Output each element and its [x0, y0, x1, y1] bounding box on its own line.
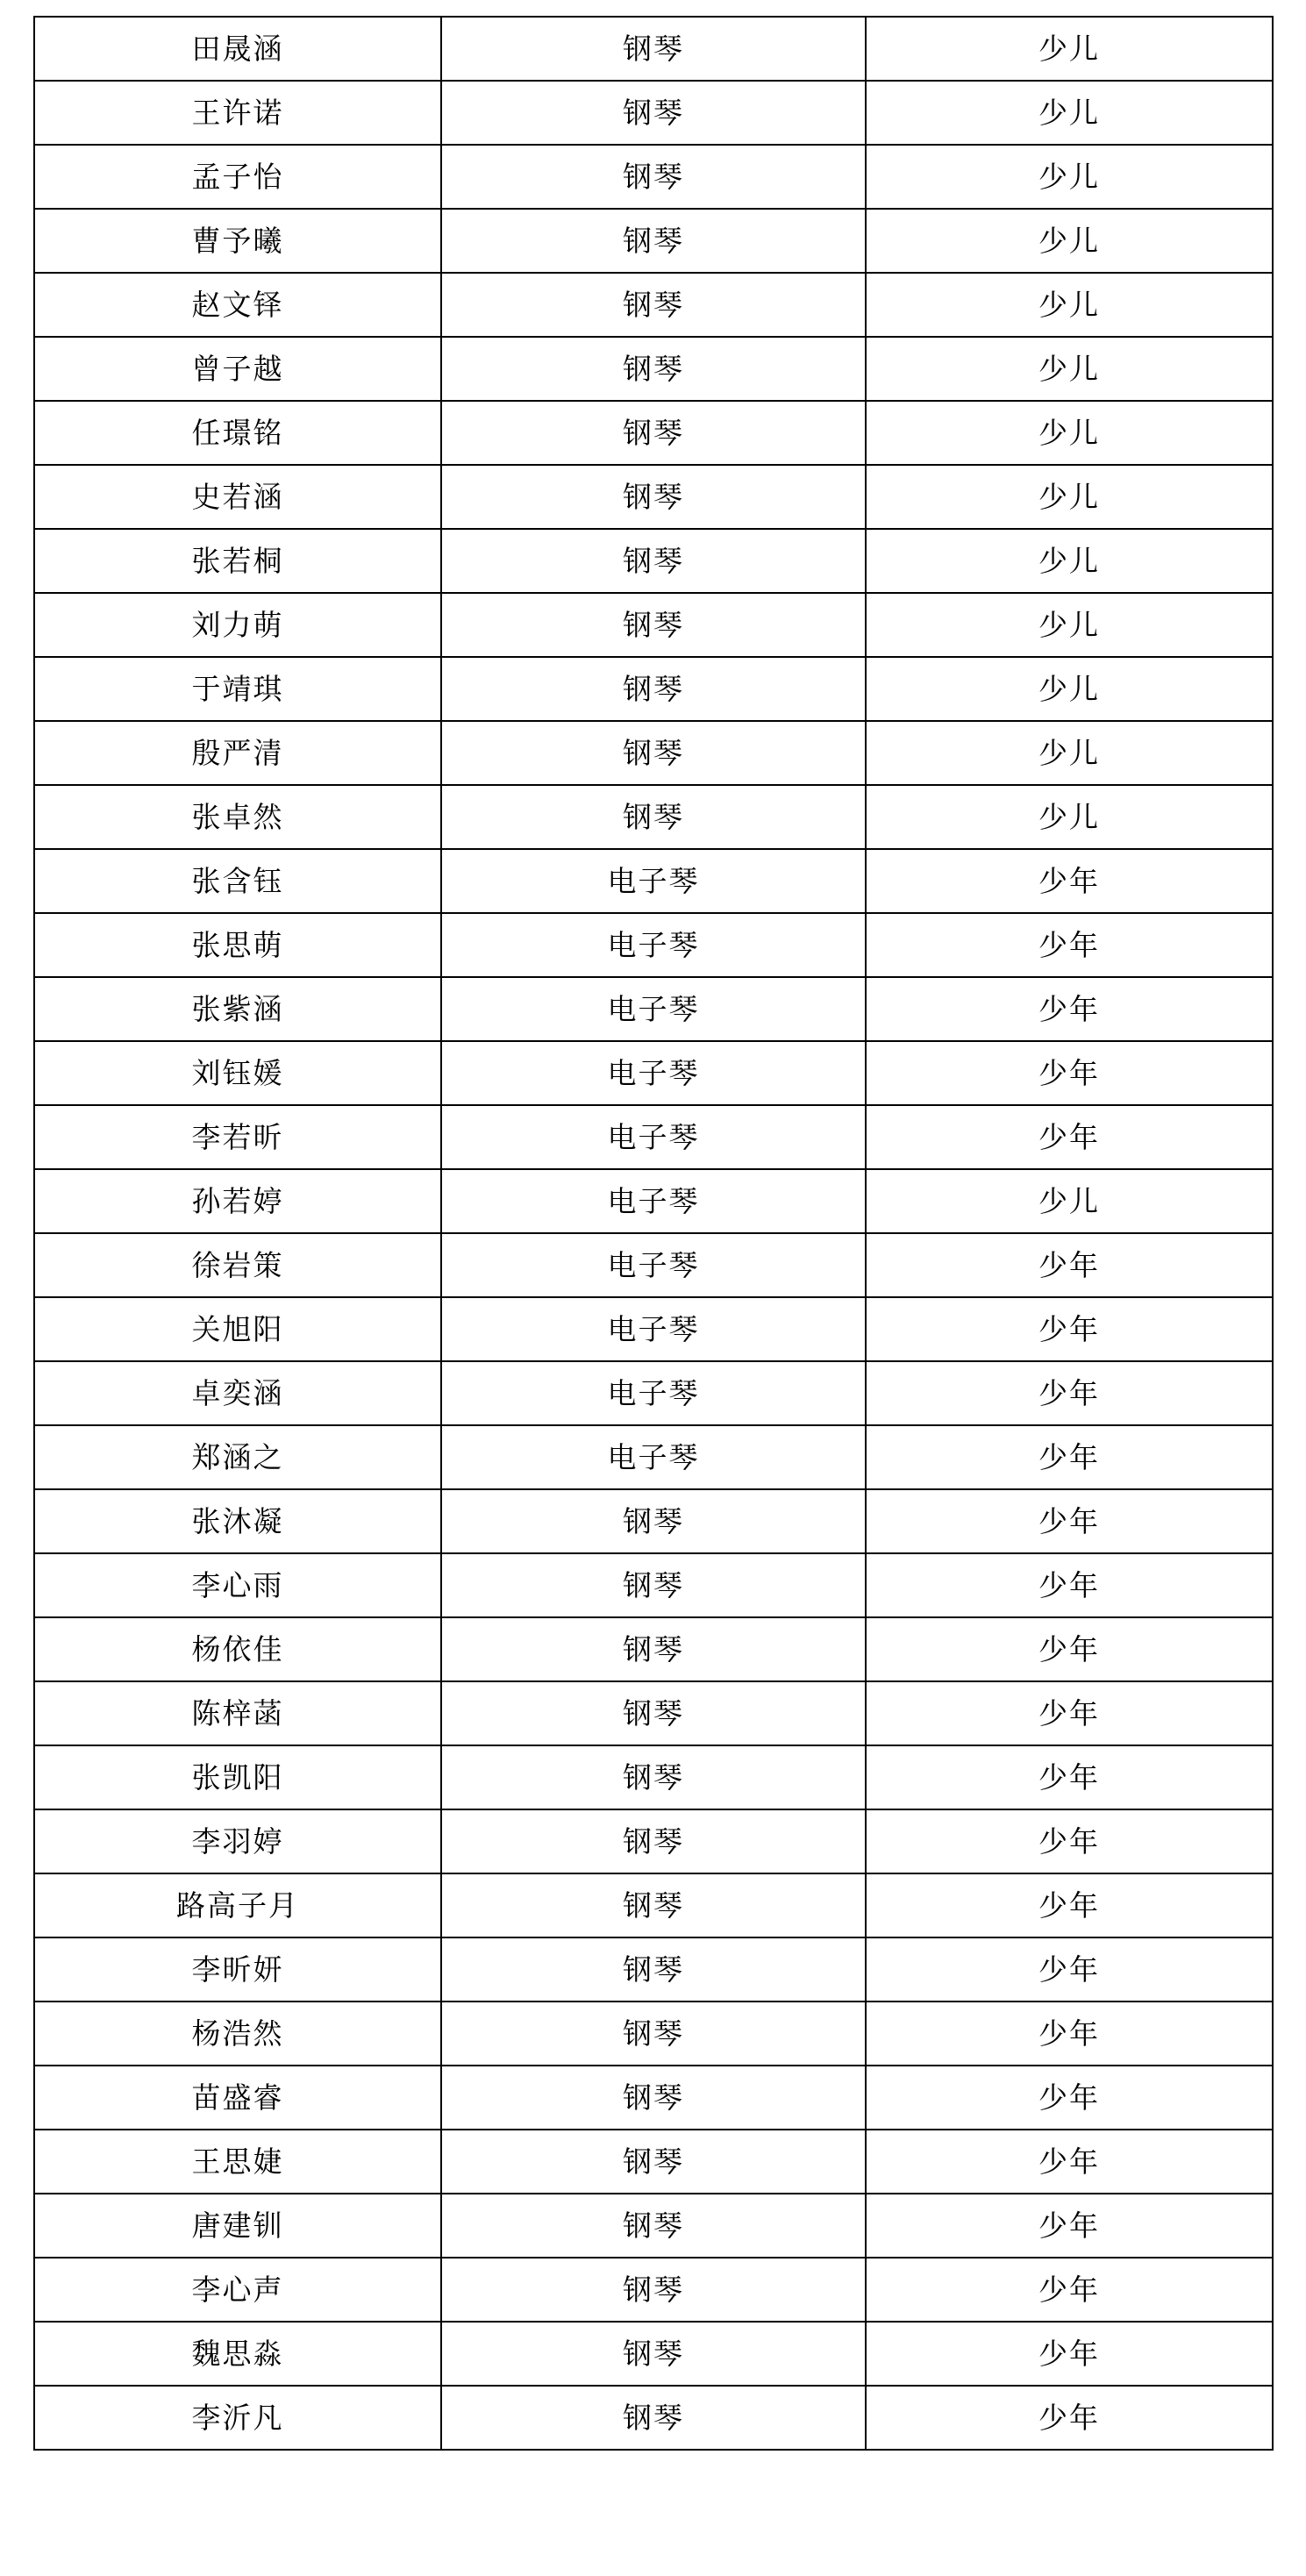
table-row	[34, 1233, 1273, 1297]
cell-name: 路高子月	[34, 1873, 441, 1937]
table-row	[34, 337, 1273, 401]
cell-name: 赵文铎	[34, 273, 441, 337]
cell-name: 殷严清	[34, 721, 441, 785]
cell-name: 杨浩然	[34, 2002, 441, 2066]
cell-instrument: 钢琴	[441, 2258, 866, 2322]
table-row	[34, 721, 1273, 785]
cell-instrument: 电子琴	[441, 977, 866, 1041]
cell-instrument: 钢琴	[441, 1681, 866, 1745]
cell-name: 曹予曦	[34, 209, 441, 273]
cell-group: 少儿	[866, 721, 1273, 785]
table-row	[34, 1297, 1273, 1361]
cell-name: 李昕妍	[34, 1937, 441, 2002]
cell-name: 史若涵	[34, 465, 441, 529]
table-row	[34, 2066, 1273, 2130]
cell-instrument: 钢琴	[441, 1873, 866, 1937]
cell-group: 少年	[866, 2130, 1273, 2194]
cell-name: 孟子怡	[34, 145, 441, 209]
roster-table-body	[34, 17, 1273, 2450]
cell-instrument: 钢琴	[441, 2194, 866, 2258]
cell-instrument: 钢琴	[441, 785, 866, 849]
cell-group: 少年	[866, 1937, 1273, 2002]
table-row	[34, 977, 1273, 1041]
cell-group: 少儿	[866, 209, 1273, 273]
cell-group: 少年	[866, 1361, 1273, 1425]
cell-name: 于靖琪	[34, 657, 441, 721]
cell-group: 少年	[866, 1041, 1273, 1105]
cell-group: 少年	[866, 1553, 1273, 1617]
cell-name: 卓奕涵	[34, 1361, 441, 1425]
cell-group: 少年	[866, 977, 1273, 1041]
cell-name: 张沐凝	[34, 1489, 441, 1553]
cell-group: 少年	[866, 1297, 1273, 1361]
cell-instrument: 钢琴	[441, 465, 866, 529]
table-row	[34, 209, 1273, 273]
table-row	[34, 2258, 1273, 2322]
cell-instrument: 电子琴	[441, 1361, 866, 1425]
cell-name: 魏思淼	[34, 2322, 441, 2386]
table-row	[34, 1745, 1273, 1809]
cell-instrument: 电子琴	[441, 1041, 866, 1105]
table-row	[34, 657, 1273, 721]
cell-name: 张紫涵	[34, 977, 441, 1041]
cell-group: 少儿	[866, 657, 1273, 721]
table-row	[34, 2322, 1273, 2386]
table-row	[34, 1937, 1273, 2002]
table-row	[34, 913, 1273, 977]
cell-group: 少年	[866, 913, 1273, 977]
cell-name: 张含钰	[34, 849, 441, 913]
cell-name: 李羽婷	[34, 1809, 441, 1873]
cell-instrument: 钢琴	[441, 2002, 866, 2066]
cell-name: 王许诺	[34, 81, 441, 145]
cell-instrument: 钢琴	[441, 81, 866, 145]
cell-group: 少儿	[866, 1169, 1273, 1233]
table-row	[34, 529, 1273, 593]
table-row	[34, 849, 1273, 913]
cell-group: 少年	[866, 2066, 1273, 2130]
table-row	[34, 273, 1273, 337]
cell-name: 田晟涵	[34, 17, 441, 81]
table-row	[34, 1617, 1273, 1681]
table-row	[34, 1169, 1273, 1233]
table-row	[34, 465, 1273, 529]
cell-group: 少年	[866, 1745, 1273, 1809]
cell-instrument: 钢琴	[441, 529, 866, 593]
cell-group: 少年	[866, 1489, 1273, 1553]
cell-name: 张卓然	[34, 785, 441, 849]
table-row	[34, 1041, 1273, 1105]
cell-instrument: 电子琴	[441, 1233, 866, 1297]
cell-group: 少儿	[866, 401, 1273, 465]
table-row	[34, 1553, 1273, 1617]
cell-instrument: 电子琴	[441, 849, 866, 913]
cell-instrument: 钢琴	[441, 145, 866, 209]
cell-group: 少年	[866, 1809, 1273, 1873]
table-row	[34, 1105, 1273, 1169]
cell-name: 张凯阳	[34, 1745, 441, 1809]
cell-group: 少年	[866, 1681, 1273, 1745]
cell-name: 唐建钏	[34, 2194, 441, 2258]
table-row	[34, 1681, 1273, 1745]
cell-instrument: 钢琴	[441, 2066, 866, 2130]
table-row	[34, 785, 1273, 849]
cell-group: 少儿	[866, 17, 1273, 81]
table-row	[34, 1809, 1273, 1873]
cell-instrument: 钢琴	[441, 1617, 866, 1681]
cell-name: 张思萌	[34, 913, 441, 977]
table-row	[34, 401, 1273, 465]
cell-instrument: 钢琴	[441, 2386, 866, 2450]
table-row	[34, 1489, 1273, 1553]
cell-instrument: 电子琴	[441, 1297, 866, 1361]
cell-name: 孙若婷	[34, 1169, 441, 1233]
cell-instrument: 钢琴	[441, 2322, 866, 2386]
table-row	[34, 17, 1273, 81]
cell-instrument: 电子琴	[441, 913, 866, 977]
cell-instrument: 钢琴	[441, 721, 866, 785]
cell-group: 少年	[866, 2002, 1273, 2066]
cell-instrument: 钢琴	[441, 17, 866, 81]
cell-group: 少年	[866, 2322, 1273, 2386]
cell-name: 李若昕	[34, 1105, 441, 1169]
cell-group: 少年	[866, 1873, 1273, 1937]
cell-name: 关旭阳	[34, 1297, 441, 1361]
cell-name: 苗盛睿	[34, 2066, 441, 2130]
cell-name: 李心声	[34, 2258, 441, 2322]
cell-instrument: 钢琴	[441, 337, 866, 401]
cell-name: 刘力萌	[34, 593, 441, 657]
table-row	[34, 1361, 1273, 1425]
cell-instrument: 钢琴	[441, 1553, 866, 1617]
cell-instrument: 钢琴	[441, 593, 866, 657]
cell-name: 杨依佳	[34, 1617, 441, 1681]
cell-group: 少年	[866, 2258, 1273, 2322]
cell-name: 王思婕	[34, 2130, 441, 2194]
cell-name: 李心雨	[34, 1553, 441, 1617]
cell-name: 刘钰媛	[34, 1041, 441, 1105]
cell-group: 少儿	[866, 337, 1273, 401]
cell-name: 李沂凡	[34, 2386, 441, 2450]
cell-instrument: 钢琴	[441, 1809, 866, 1873]
cell-group: 少儿	[866, 593, 1273, 657]
cell-name: 陈梓菡	[34, 1681, 441, 1745]
table-row	[34, 1873, 1273, 1937]
cell-name: 张若桐	[34, 529, 441, 593]
cell-instrument: 电子琴	[441, 1425, 866, 1489]
cell-instrument: 电子琴	[441, 1169, 866, 1233]
roster-table	[33, 16, 1274, 2451]
cell-instrument: 钢琴	[441, 401, 866, 465]
cell-name: 曾子越	[34, 337, 441, 401]
cell-group: 少年	[866, 849, 1273, 913]
table-row	[34, 2002, 1273, 2066]
cell-instrument: 钢琴	[441, 1489, 866, 1553]
cell-group: 少年	[866, 1233, 1273, 1297]
table-row	[34, 593, 1273, 657]
cell-instrument: 钢琴	[441, 209, 866, 273]
cell-group: 少年	[866, 1617, 1273, 1681]
cell-instrument: 钢琴	[441, 1937, 866, 2002]
cell-name: 郑涵之	[34, 1425, 441, 1489]
cell-group: 少儿	[866, 145, 1273, 209]
cell-group: 少儿	[866, 273, 1273, 337]
cell-group: 少年	[866, 1425, 1273, 1489]
cell-instrument: 钢琴	[441, 1745, 866, 1809]
table-row	[34, 81, 1273, 145]
cell-group: 少儿	[866, 81, 1273, 145]
cell-instrument: 钢琴	[441, 2130, 866, 2194]
table-row	[34, 145, 1273, 209]
cell-instrument: 钢琴	[441, 657, 866, 721]
cell-name: 徐岩策	[34, 1233, 441, 1297]
table-row	[34, 2194, 1273, 2258]
cell-group: 少年	[866, 2194, 1273, 2258]
cell-instrument: 电子琴	[441, 1105, 866, 1169]
cell-group: 少儿	[866, 465, 1273, 529]
cell-group: 少儿	[866, 529, 1273, 593]
table-row	[34, 1425, 1273, 1489]
cell-instrument: 钢琴	[441, 273, 866, 337]
cell-group: 少年	[866, 2386, 1273, 2450]
cell-group: 少年	[866, 1105, 1273, 1169]
cell-name: 任璟铭	[34, 401, 441, 465]
table-row	[34, 2386, 1273, 2450]
cell-group: 少儿	[866, 785, 1273, 849]
table-row	[34, 2130, 1273, 2194]
